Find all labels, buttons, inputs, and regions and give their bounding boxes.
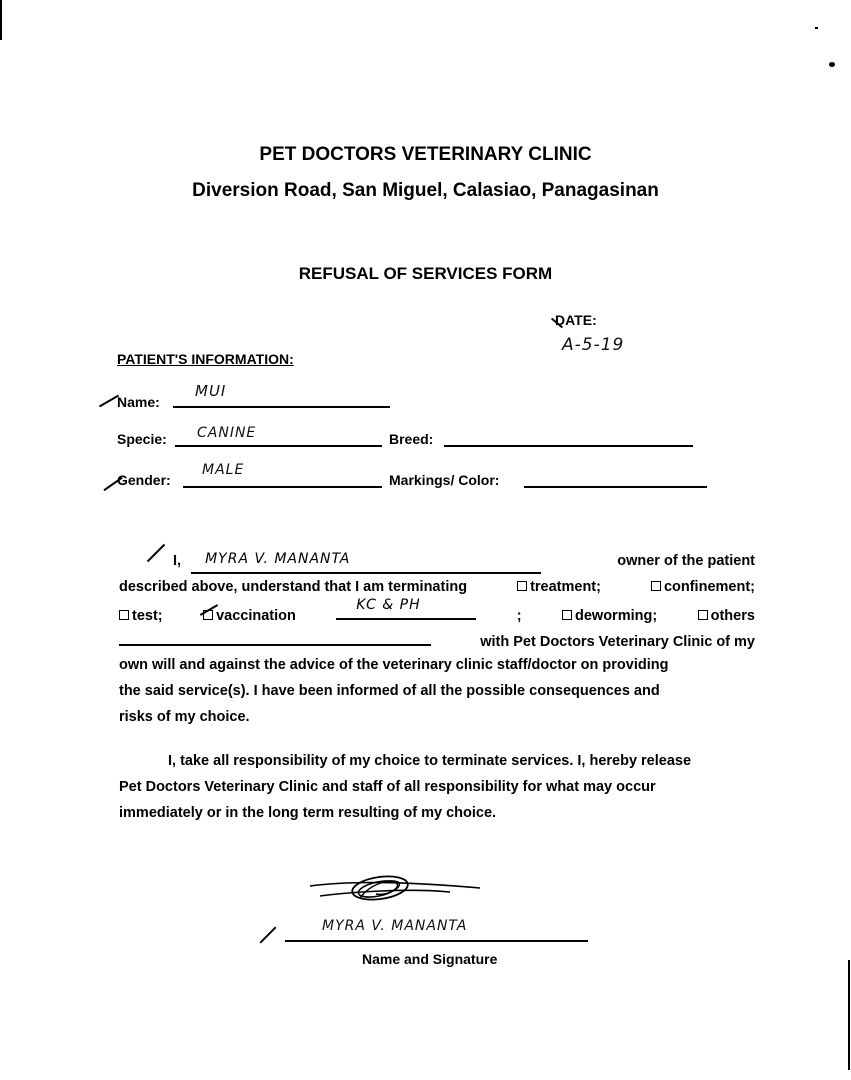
release-line-1: I, take all responsibility of my choice to terminate services. I, hereby release <box>168 753 692 769</box>
date-value: A-5-19 <box>562 335 625 355</box>
deworming-checkbox <box>562 610 572 620</box>
others-option: others <box>710 608 755 624</box>
release-line-2: Pet Doctors Veterinary Clinic and staff of all responsibility for what may occur <box>119 779 656 795</box>
confinement-checkbox <box>651 581 661 591</box>
clinic-name: PET DOCTORS VETERINARY CLINIC <box>259 144 592 165</box>
signature-scribble-icon <box>300 868 490 918</box>
specie-label: Specie: <box>117 431 167 447</box>
breed-label: Breed: <box>389 431 434 447</box>
others-line <box>119 626 431 646</box>
form-title: REFUSAL OF SERVICES FORM <box>298 264 553 283</box>
signature-label: Name and Signature <box>362 951 498 967</box>
statement-line-7: risks of my choice. <box>119 709 250 725</box>
statement-paragraph <box>119 548 755 730</box>
statement-line-6: the said service(s). I have been informed of all the possible consequences and <box>119 683 660 699</box>
date-label: DATE: <box>555 312 597 328</box>
treatment-checkbox <box>517 581 527 591</box>
scan-speck <box>815 27 818 29</box>
release-line-3: immediately or in the long term resulting of my choice. <box>119 805 497 821</box>
test-checkbox <box>119 610 129 620</box>
name-value: MUI <box>195 382 227 400</box>
semicolon: ; <box>516 608 522 624</box>
test-option: test; <box>132 608 163 624</box>
owner-name-value: MYRA V. MANANTA <box>205 551 351 567</box>
statement-row-7 <box>119 704 755 730</box>
scan-edge-mark <box>848 960 850 1070</box>
patient-info-heading: PATIENT'S INFORMATION: <box>117 351 294 367</box>
treatment-option: treatment; <box>530 579 601 595</box>
breed-line <box>444 445 693 447</box>
statement-line-5: own will and against the advice of the veterinary clinic staff/doctor on providing <box>119 657 669 673</box>
statement-row-1 <box>119 548 755 574</box>
confinement-option: confinement; <box>663 579 755 595</box>
signature-printed-name: MYRA V. MANANTA <box>322 918 468 934</box>
statement-line-2: described above, understand that I am terminating <box>119 579 468 595</box>
deworming-option: deworming; <box>575 608 658 624</box>
statement-row-4 <box>119 626 755 652</box>
name-line <box>173 406 390 408</box>
scan-speck <box>829 62 835 67</box>
markings-label: Markings/ Color: <box>389 472 500 488</box>
owner-text: owner of the patient <box>617 553 755 569</box>
others-checkbox <box>698 610 708 620</box>
release-paragraph <box>119 748 755 826</box>
signature-check-mark <box>260 927 277 944</box>
statement-row-6 <box>119 678 755 704</box>
clinic-address: Diversion Road, San Miguel, Calasiao, Panagasinan <box>192 180 659 201</box>
owner-name-line <box>191 551 541 574</box>
statement-row-5 <box>119 652 755 678</box>
scan-edge-mark <box>0 0 2 40</box>
name-label: Name: <box>117 394 160 410</box>
vaccination-value: KC & PH <box>356 597 421 613</box>
gender-label: Gender: <box>117 472 171 488</box>
statement-line-4: with Pet Doctors Veterinary Clinic of my <box>480 634 755 650</box>
gender-value: MALE <box>202 462 245 478</box>
signature-line <box>285 940 588 942</box>
vaccination-line <box>336 597 476 620</box>
i-label: I, <box>173 553 182 569</box>
vaccination-option: vaccination <box>216 608 296 624</box>
statement-row-3 <box>119 597 755 626</box>
statement-row-2 <box>119 574 755 600</box>
specie-line <box>175 445 382 447</box>
markings-line <box>524 486 707 488</box>
specie-value: CANINE <box>197 425 257 441</box>
gender-line <box>183 486 382 488</box>
